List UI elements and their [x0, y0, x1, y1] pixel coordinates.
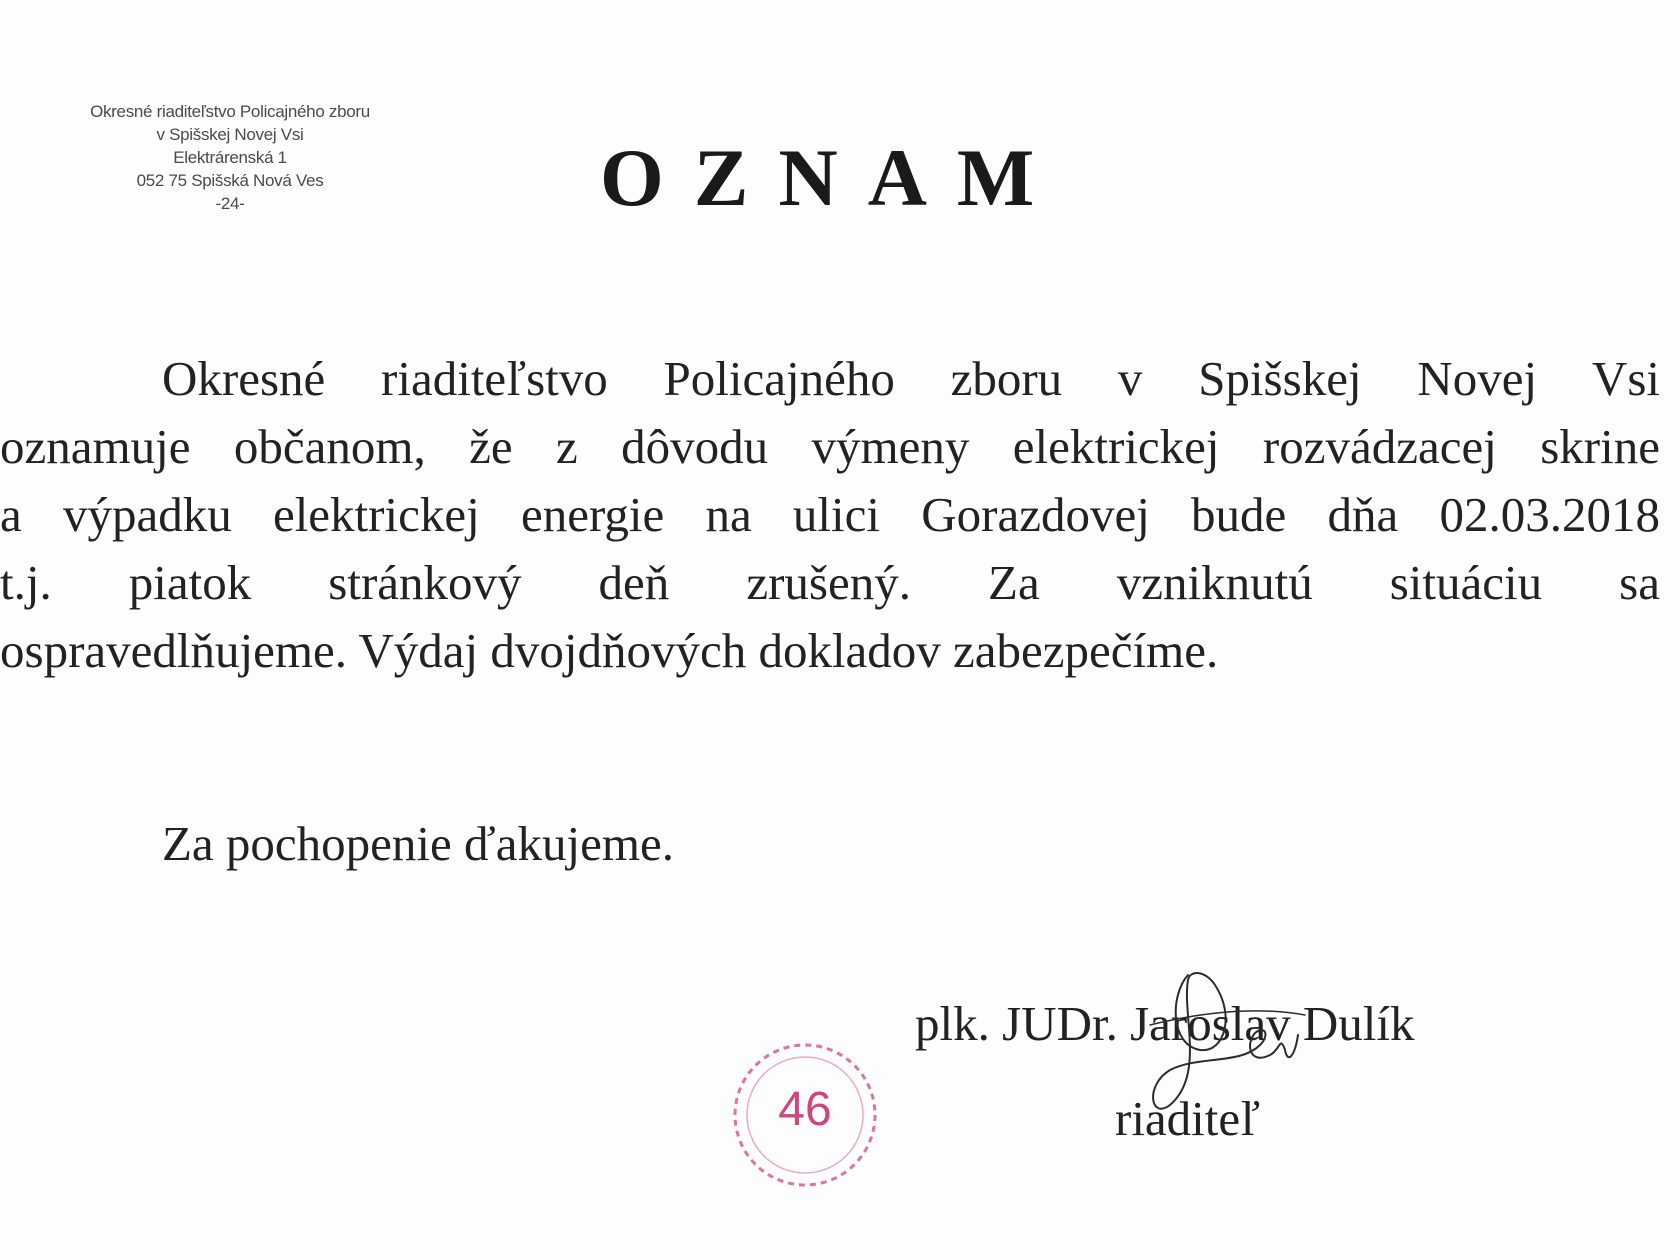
body-line-1: Okresné riaditeľstvo Policajného zboru v Spišskej Novej Vsi [162, 351, 1660, 406]
document-title: OZNAM [600, 132, 1065, 223]
sender-line-3: Elektrárenská 1 [173, 148, 287, 167]
sender-line-4: 052 75 Spišská Nová Ves [136, 171, 324, 190]
sender-line-5: -24- [215, 194, 245, 213]
signatory-name: plk. JUDr. Jaroslav Dulík [915, 996, 1415, 1051]
notice-body [0, 345, 1660, 685]
sender-line-1: Okresné riaditeľstvo Policajného zboru [90, 102, 370, 121]
body-line-5: ospravedlňujeme. Výdaj dvojdňových dokladov zabezpečíme. [0, 623, 1219, 678]
sender-line-2: v Spišskej Novej Vsi [156, 125, 304, 144]
body-line-4: t.j. piatok stránkový deň zrušený. Za vzniknutú situáciu sa [0, 555, 1660, 610]
closing-thanks: Za pochopenie ďakujeme. [162, 816, 674, 871]
stamp-number: 46 [778, 1083, 832, 1136]
signatory-role: riaditeľ [1115, 1091, 1261, 1146]
body-line-2: oznamuje občanom, že z dôvodu výmeny elektrickej rozvádzacej skrine [0, 419, 1660, 474]
body-line-3: a výpadku elektrickej energie na ulici Gorazdovej bude dňa 02.03.2018 [0, 487, 1660, 542]
sender-address-block [40, 100, 420, 215]
